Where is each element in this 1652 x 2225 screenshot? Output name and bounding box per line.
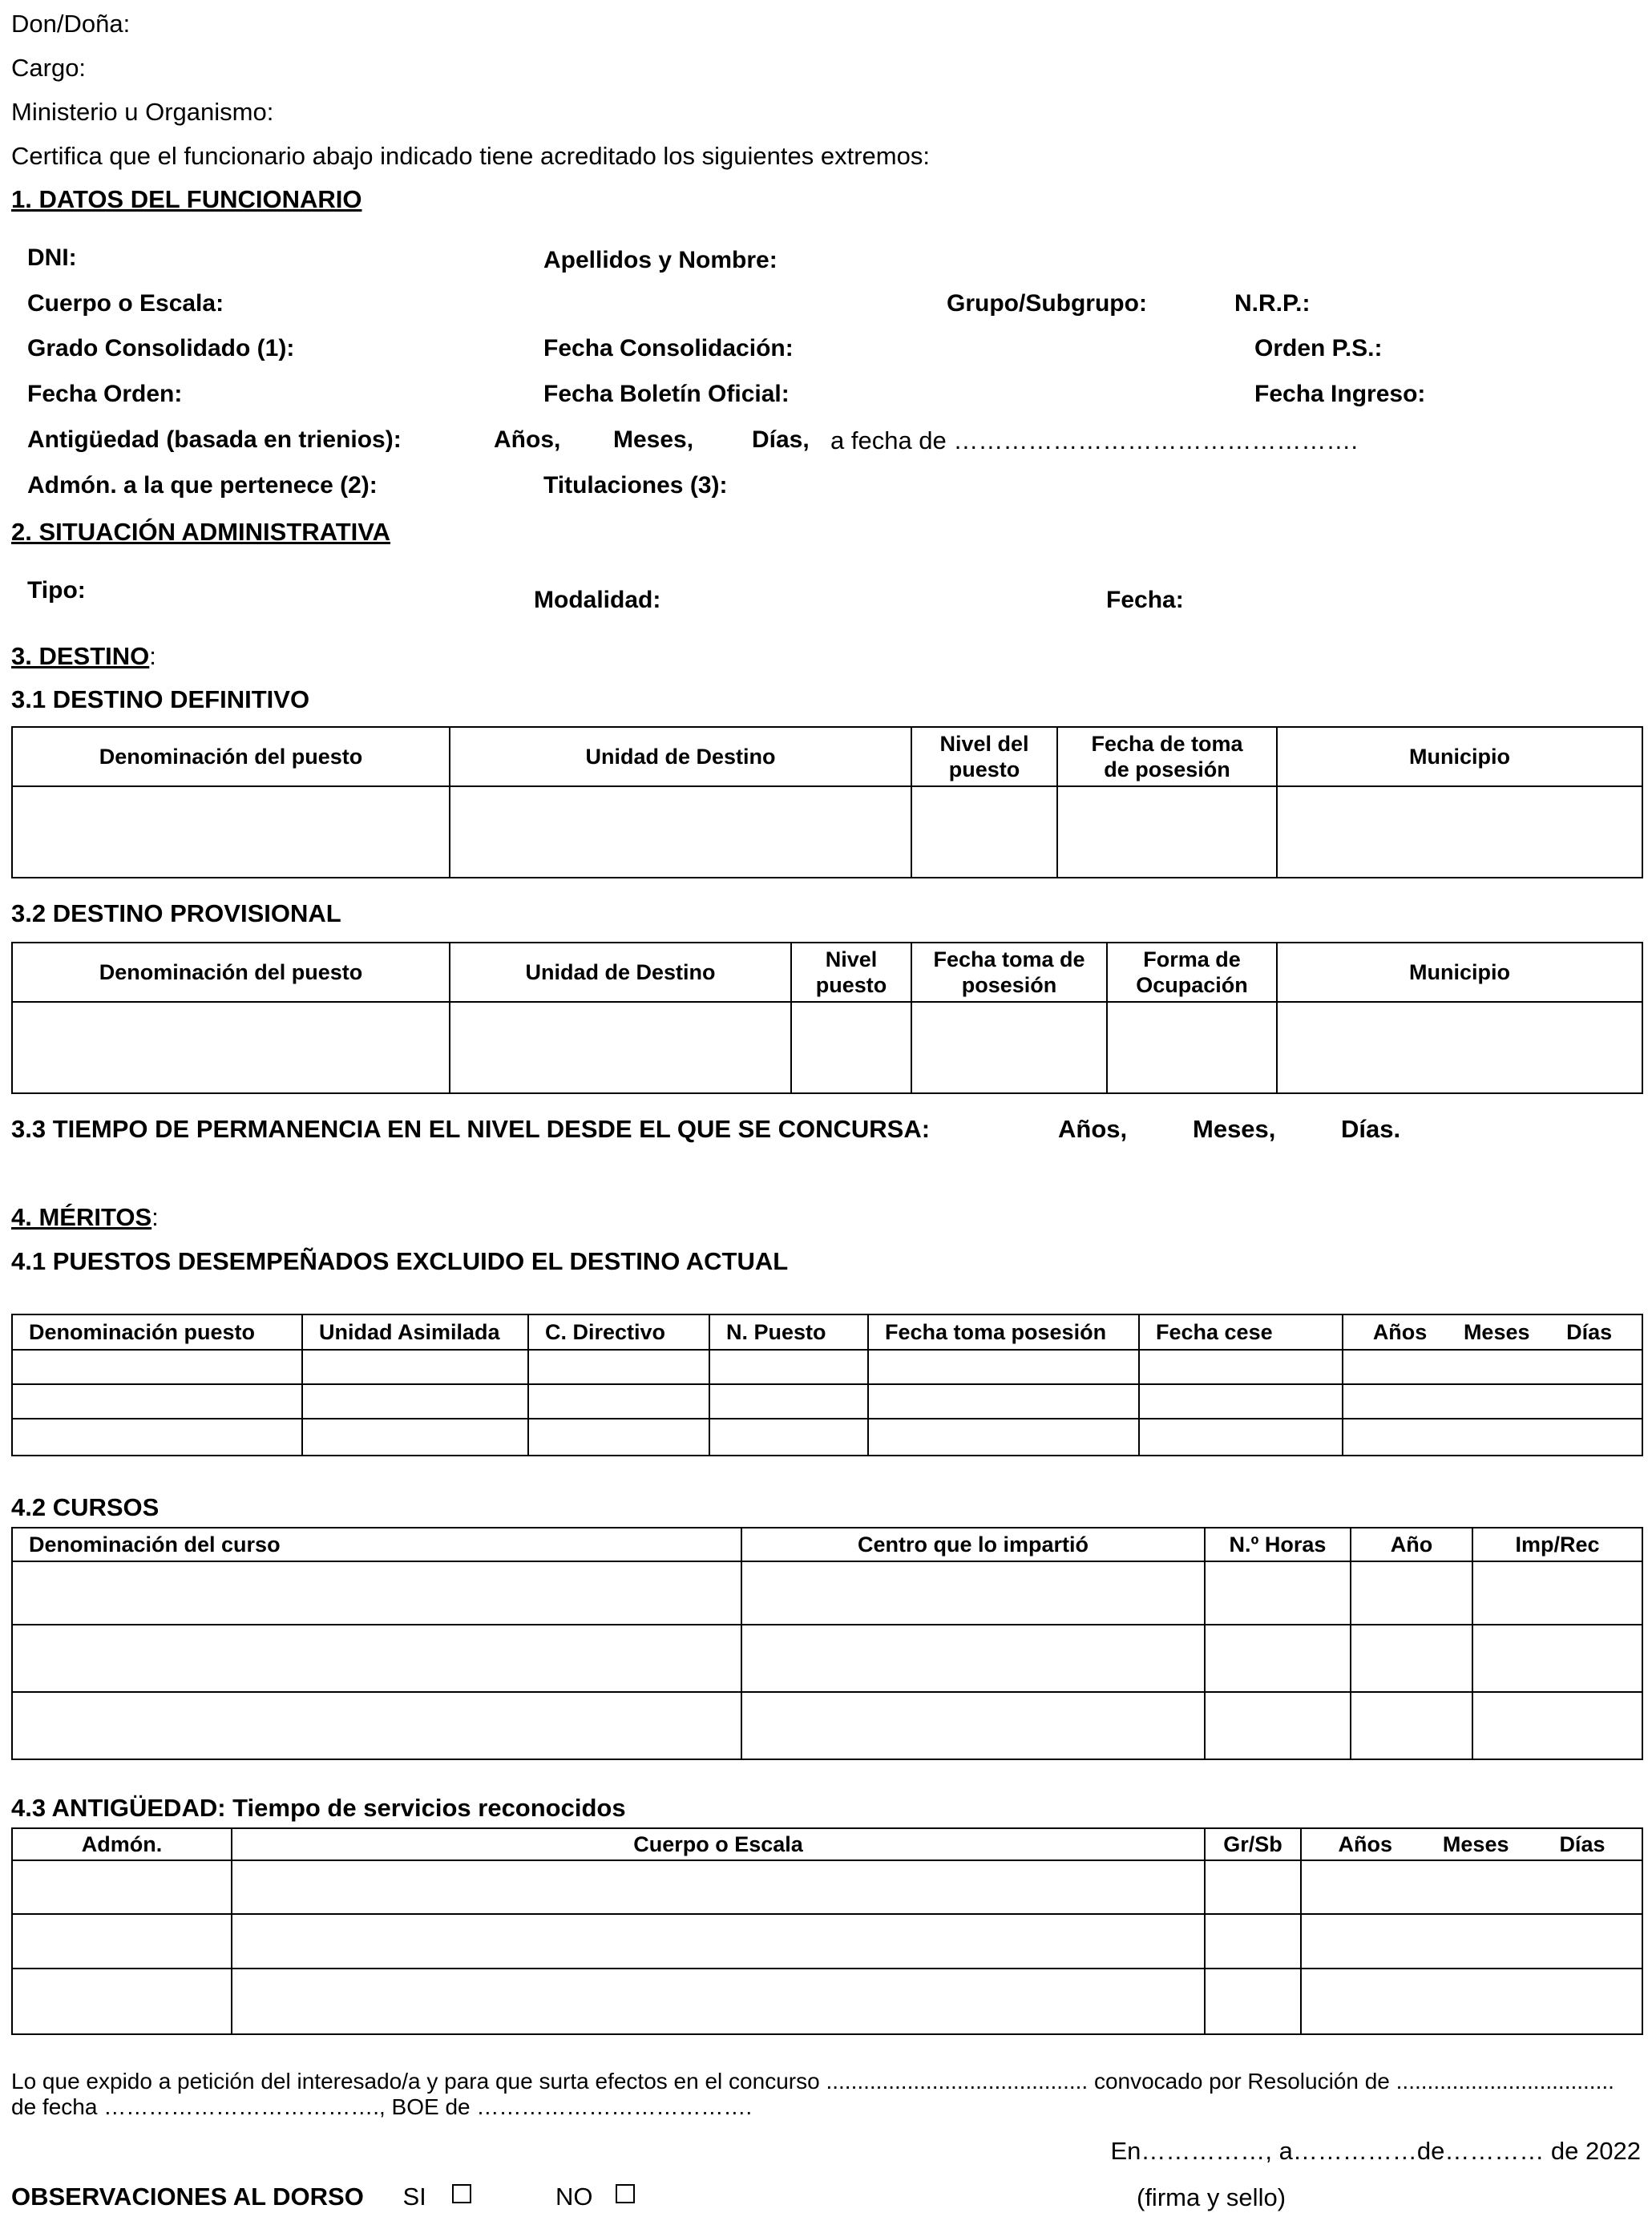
col-fecha-toma-line1: Fecha de toma: [1091, 732, 1243, 756]
table-cell[interactable]: [12, 1969, 232, 2034]
table-cell[interactable]: [302, 1419, 528, 1456]
section-3-3-title: 3.3 TIEMPO DE PERMANENCIA EN EL NIVEL DESDE EL QUE SE CONCURSA:: [11, 1115, 931, 1143]
section-4-1-title: 4.1 PUESTOS DESEMPEÑADOS EXCLUIDO EL DESTINO ACTUAL: [11, 1247, 789, 1275]
table-cell[interactable]: [1205, 1561, 1351, 1625]
table-row: [12, 1860, 1642, 1914]
table-cell[interactable]: [1301, 1860, 1642, 1914]
si-checkbox[interactable]: [452, 2184, 471, 2203]
table-cell[interactable]: [232, 1860, 1205, 1914]
col-meses: Meses: [1463, 1320, 1530, 1344]
table-cell[interactable]: [1107, 1002, 1277, 1093]
table-cell[interactable]: [302, 1350, 528, 1384]
section-3-title-text: 3. DESTINO: [11, 642, 150, 670]
table-cell[interactable]: [1139, 1419, 1343, 1456]
table-cell[interactable]: [12, 1419, 302, 1456]
table-cell[interactable]: [741, 1625, 1205, 1692]
col-anos: Años: [1338, 1832, 1392, 1856]
section-1-title: 1. DATOS DEL FUNCIONARIO: [11, 185, 362, 213]
col-centro-impartio: Centro que lo impartió: [741, 1528, 1205, 1561]
apellidos-nombre-label: Apellidos y Nombre:: [543, 247, 778, 273]
table-cell[interactable]: [911, 786, 1057, 878]
col-nivel-puesto-line1: Nivel del: [939, 732, 1029, 756]
table-cell[interactable]: [12, 1860, 232, 1914]
col-anos: Años: [1372, 1320, 1428, 1344]
cargo-label: Cargo:: [11, 54, 87, 82]
table-cell[interactable]: [1343, 1350, 1642, 1384]
section-4-2-title: 4.2 CURSOS: [11, 1493, 160, 1521]
orden-ps-label: Orden P.S.:: [1254, 335, 1383, 361]
table-cell[interactable]: [1472, 1692, 1642, 1759]
section-3-colon: :: [149, 642, 156, 670]
col-n-puesto: N. Puesto: [709, 1314, 868, 1350]
col-imp-rec: Imp/Rec: [1472, 1528, 1642, 1561]
table-cell[interactable]: [12, 1350, 302, 1384]
col-denominacion-puesto: Denominación puesto: [12, 1314, 302, 1350]
table-cell[interactable]: [232, 1914, 1205, 1969]
antiguedad-fecha-text: a fecha de ………………………………………….: [830, 426, 1359, 454]
table-cell[interactable]: [1351, 1561, 1472, 1625]
col-anos-meses-dias: [1343, 1314, 1642, 1350]
fecha-orden-label: Fecha Orden:: [27, 381, 183, 407]
table-row: [12, 1625, 1642, 1692]
table-row: [12, 1350, 1642, 1384]
puestos-desempenados-table: [11, 1314, 1643, 1456]
section-4-title-text: 4. MÉRITOS: [11, 1203, 152, 1231]
table-cell[interactable]: [709, 1384, 868, 1419]
col-dias: Días: [1559, 1832, 1606, 1856]
table-cell[interactable]: [1139, 1350, 1343, 1384]
anos-meses-dias-group: [1302, 1831, 1642, 1857]
modalidad-label: Modalidad:: [534, 587, 661, 613]
place-date-line: En……………, a……………de………… de 2022: [1110, 2137, 1641, 2165]
col-fecha-cese: Fecha cese: [1139, 1314, 1343, 1350]
table-row: [12, 786, 1642, 878]
col-fecha-toma-posesion: [911, 943, 1107, 1002]
expido-text-line1: Lo que expido a petición del interesado/a y para que surta efectos en el concurso .......................................... convocado por Resolución de ...................................: [11, 2069, 1614, 2094]
table-cell[interactable]: [302, 1384, 528, 1419]
table-cell[interactable]: [1205, 1692, 1351, 1759]
table-cell[interactable]: [528, 1419, 709, 1456]
table-row: [12, 1384, 1642, 1419]
col-anos-meses-dias: [1301, 1828, 1642, 1860]
permanencia-dias-label: Días.: [1341, 1115, 1401, 1143]
table-cell[interactable]: [709, 1419, 868, 1456]
col-ano: Año: [1351, 1528, 1472, 1561]
col-nivel-line2: puesto: [815, 973, 887, 997]
section-2-title: 2. SITUACIÓN ADMINISTRATIVA: [11, 518, 391, 546]
table-cell[interactable]: [1205, 1914, 1301, 1969]
table-cell[interactable]: [868, 1384, 1139, 1419]
tipo-label: Tipo:: [27, 577, 86, 604]
antiguedad-label: Antigüedad (basada en trienios):: [27, 426, 402, 453]
titulaciones-label: Titulaciones (3):: [543, 472, 728, 499]
table-row: [12, 1969, 1642, 2034]
grupo-subgrupo-label: Grupo/Subgrupo:: [947, 290, 1147, 317]
col-fecha-toma-line2: posesión: [961, 973, 1057, 997]
table-cell[interactable]: [12, 1384, 302, 1419]
table-cell[interactable]: [709, 1350, 868, 1384]
table-cell[interactable]: [1205, 1860, 1301, 1914]
table-cell[interactable]: [741, 1561, 1205, 1625]
table-cell[interactable]: [12, 1561, 741, 1625]
table-cell[interactable]: [1301, 1969, 1642, 2034]
section-4-colon: :: [151, 1203, 159, 1231]
certifica-text: Certifica que el funcionario abajo indicado tiene acreditado los siguientes extremos:: [11, 142, 930, 170]
col-nivel-puesto-line2: puesto: [948, 757, 1020, 781]
table-cell[interactable]: [1277, 786, 1642, 878]
section-4-3-title: 4.3 ANTIGÜEDAD: Tiempo de servicios reconocidos: [11, 1794, 626, 1822]
table-cell[interactable]: [1343, 1384, 1642, 1419]
table-cell[interactable]: [1139, 1384, 1343, 1419]
antiguedad-anos-label: Años,: [494, 426, 561, 453]
col-municipio: Municipio: [1277, 943, 1642, 1002]
col-cuerpo-escala: Cuerpo o Escala: [232, 1828, 1205, 1860]
section-3-2-title: 3.2 DESTINO PROVISIONAL: [11, 899, 341, 927]
destino-definitivo-table: [11, 726, 1643, 878]
cuerpo-escala-label: Cuerpo o Escala:: [27, 290, 224, 317]
cursos-table: [11, 1527, 1643, 1760]
col-forma-ocupacion: [1107, 943, 1277, 1002]
table-cell[interactable]: [741, 1692, 1205, 1759]
table-cell[interactable]: [1472, 1561, 1642, 1625]
destino-provisional-table: [11, 942, 1643, 1094]
col-unidad-asimilada: Unidad Asimilada: [302, 1314, 528, 1350]
table-cell[interactable]: [868, 1350, 1139, 1384]
col-dias: Días: [1566, 1320, 1613, 1344]
grado-consolidado-label: Grado Consolidado (1):: [27, 335, 295, 361]
section-4-title: [11, 1203, 159, 1232]
table-cell[interactable]: [1351, 1625, 1472, 1692]
fecha-ingreso-label: Fecha Ingreso:: [1254, 381, 1426, 407]
col-nivel-line1: Nivel: [825, 947, 878, 971]
fecha-consolidacion-label: Fecha Consolidación:: [543, 335, 794, 361]
col-forma-line2: Ocupación: [1136, 973, 1248, 997]
col-fecha-toma-line1: Fecha toma de: [933, 947, 1085, 971]
table-row: [12, 1419, 1642, 1456]
antiguedad-meses-label: Meses,: [613, 426, 694, 453]
observaciones-label: OBSERVACIONES AL DORSO: [11, 2183, 364, 2211]
table-cell[interactable]: [1277, 1002, 1642, 1093]
table-cell[interactable]: [12, 1692, 741, 1759]
table-cell[interactable]: [1057, 786, 1277, 878]
table-cell[interactable]: [450, 786, 911, 878]
col-nivel-puesto: [911, 727, 1057, 786]
expido-text-line2: de fecha ………………………………., BOE de ……………………………….: [11, 2094, 753, 2119]
col-forma-line1: Forma de: [1143, 947, 1241, 971]
table-cell[interactable]: [1205, 1625, 1351, 1692]
permanencia-meses-label: Meses,: [1193, 1115, 1276, 1143]
table-cell[interactable]: [12, 1625, 741, 1692]
col-nivel-puesto: [791, 943, 911, 1002]
col-denominacion-puesto: Denominación del puesto: [12, 943, 450, 1002]
table-row: [12, 1002, 1642, 1093]
antiguedad-table: [11, 1827, 1643, 2035]
col-fecha-toma-posesion: [1057, 727, 1277, 786]
no-checkbox[interactable]: [616, 2184, 635, 2203]
table-cell[interactable]: [1472, 1625, 1642, 1692]
table-cell[interactable]: [1301, 1914, 1642, 1969]
col-unidad-destino: Unidad de Destino: [450, 727, 911, 786]
table-cell[interactable]: [528, 1350, 709, 1384]
table-row: [12, 1561, 1642, 1625]
col-n-horas: N.º Horas: [1205, 1528, 1351, 1561]
dni-label: DNI:: [27, 244, 77, 271]
col-municipio: Municipio: [1277, 727, 1642, 786]
section-3-1-title: 3.1 DESTINO DEFINITIVO: [11, 685, 310, 713]
table-cell[interactable]: [1205, 1969, 1301, 2034]
nrp-label: N.R.P.:: [1234, 290, 1311, 317]
anos-meses-dias-group: [1343, 1319, 1642, 1345]
fecha-situacion-label: Fecha:: [1106, 587, 1184, 613]
admon-label: Admón. a la que pertenece (2):: [27, 472, 378, 499]
col-gr-sb: Gr/Sb: [1205, 1828, 1301, 1860]
section-3-title: [11, 642, 156, 671]
table-row: [12, 1692, 1642, 1759]
table-cell[interactable]: [911, 1002, 1107, 1093]
don-dona-label: Don/Doña:: [11, 10, 131, 38]
col-denominacion-puesto: Denominación del puesto: [12, 727, 450, 786]
col-fecha-toma-posesion: Fecha toma posesión: [868, 1314, 1139, 1350]
col-c-directivo: C. Directivo: [528, 1314, 709, 1350]
col-denominacion-curso: Denominación del curso: [12, 1528, 741, 1561]
table-cell[interactable]: [528, 1384, 709, 1419]
permanencia-anos-label: Años,: [1058, 1115, 1128, 1143]
table-row: [12, 1914, 1642, 1969]
table-cell[interactable]: [1351, 1692, 1472, 1759]
table-cell[interactable]: [791, 1002, 911, 1093]
no-label: NO: [555, 2183, 593, 2211]
firma-sello-label: (firma y sello): [1137, 2183, 1286, 2211]
col-fecha-toma-line2: de posesión: [1104, 757, 1230, 781]
table-cell[interactable]: [232, 1969, 1205, 2034]
table-cell[interactable]: [450, 1002, 791, 1093]
col-unidad-destino: Unidad de Destino: [450, 943, 791, 1002]
col-meses: Meses: [1442, 1832, 1509, 1856]
antiguedad-dias-label: Días,: [752, 426, 810, 453]
si-label: SI: [402, 2183, 426, 2211]
col-admon: Admón.: [12, 1828, 232, 1860]
table-cell[interactable]: [1343, 1419, 1642, 1456]
table-cell[interactable]: [12, 1914, 232, 1969]
fecha-boletin-label: Fecha Boletín Oficial:: [543, 381, 790, 407]
ministerio-label: Ministerio u Organismo:: [11, 98, 274, 126]
table-cell[interactable]: [868, 1419, 1139, 1456]
observaciones-row: [11, 2183, 635, 2211]
table-cell[interactable]: [12, 786, 450, 878]
table-cell[interactable]: [12, 1002, 450, 1093]
